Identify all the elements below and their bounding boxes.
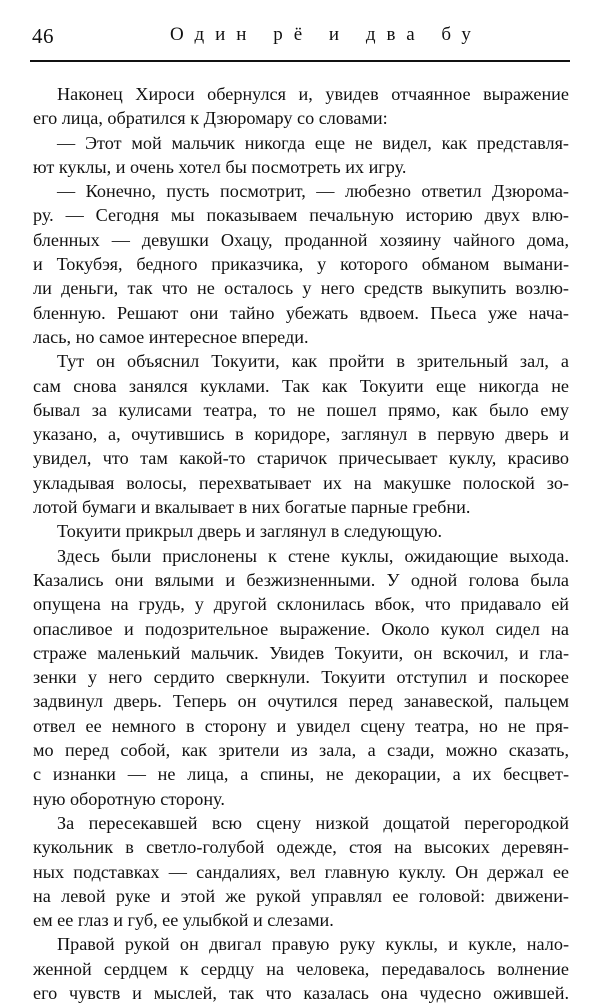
paragraph [33, 179, 569, 349]
text-line: лотой бумаги и вкалывает в них богатые парные гребни. [33, 497, 471, 518]
text-line: ли деньги, так что не осталось у него средств выкупить возлю- [33, 278, 569, 299]
text-line: опасливое и подозрительное выражение. Около кукол сидел на [33, 618, 569, 639]
text-line: с изнанки — не лица, а спины, не декорации, а их бесцвет- [33, 764, 569, 785]
paragraph [33, 82, 569, 131]
text-line: — Конечно, пусть посмотрит, — любезно ответил Дзюрома- [57, 181, 569, 202]
text-line: Наконец Хироси обернулся и, увидев отчаянное выражение [57, 84, 569, 104]
text-line: указано, а, очутившись в коридоре, заглянул в первую дверь и [33, 424, 569, 445]
paragraph [33, 519, 569, 543]
header-rule [30, 60, 570, 62]
text-line: его чувств и мыслей, так что казалась она чудесно ожившей. [33, 982, 569, 1003]
text-line: лась, но самое интересное впереди. [33, 326, 309, 347]
text-line: Здесь были прислонены к стене куклы, ожидающие выхода. [57, 545, 569, 566]
text-line: укладывая волосы, перехватывает их на макушке полоской зо- [33, 472, 569, 493]
text-line: страже маленький мальчик. Увидев Токуити, он вскочил, и гла- [33, 642, 569, 663]
text-line: ру. — Сегодня мы показываем печальную историю двух влю- [33, 205, 569, 226]
text-line: ную оборотную сторону. [33, 788, 225, 809]
paragraph [33, 131, 569, 180]
running-title: Один рё и два бу [170, 24, 482, 45]
text-line: зенки у него сердито сверкнули. Токуити отступил и поскорее [33, 667, 569, 688]
page-number: 46 [32, 24, 54, 48]
text-line: опущена на грудь, у другой склонилась вбок, что придавало ей [33, 594, 569, 615]
paragraph [33, 932, 569, 1005]
text-line: Правой рукой он двигал правую руку куклы, и кукле, нало- [57, 934, 569, 955]
page-header [30, 20, 570, 56]
text-line: мо перед собой, как зрители из зала, а сзади, можно сказать, [33, 740, 569, 761]
text-line: бленную. Решают они тайно убежать вдвоем. Пьеса уже нача- [33, 302, 569, 323]
text-line: задвинул дверь. Теперь он очутился перед занавеской, пальцем [33, 691, 569, 712]
text-line: ют куклы, и очень хотел бы посмотреть их игру. [33, 156, 407, 177]
text-line: отвел ее немного в сторону и увидел сцену театра, но не пря- [33, 715, 569, 736]
paragraph [33, 811, 569, 932]
paragraph [33, 544, 569, 811]
text-line: и Токубэя, бедного приказчика, у которого обманом вымани- [33, 254, 569, 275]
text-line: За пересекавшей всю сцену низкой дощатой перегородкой [57, 812, 569, 833]
text-line: его лица, обратился к Дзюромару со словами: [33, 108, 388, 129]
text-line: Токуити прикрыл дверь и заглянул в следующую. [57, 521, 442, 542]
text-line: сам снова занялся куклами. Так как Токуити еще никогда не [33, 375, 569, 396]
text-line: увидел, что там какой-то старичок причесывает куклу, красиво [33, 448, 569, 469]
text-line: на левой руке и этой же рукой управлял ее головой: движени- [33, 885, 569, 906]
text-line: ем ее глаз и губ, ее улыбкой и слезами. [33, 910, 334, 931]
text-line: Казались они вялыми и безжизненными. У одной голова была [33, 569, 569, 590]
text-line: ных подставках — сандалиях, вел главную куклу. Он держал ее [33, 861, 569, 882]
text-line: бывал за кулисами театра, то не пошел прямо, как было ему [33, 399, 569, 420]
text-line: бленных — девушки Охацу, проданной хозяину чайного дома, [33, 229, 569, 250]
text-line: кукольник в светло-голубой одежде, стоя на высоких деревян- [33, 837, 569, 858]
text-line: женной сердцем к сердцу на человека, передавалось волнение [33, 958, 569, 979]
paragraph [33, 349, 569, 519]
text-line: — Этот мой мальчик никогда еще не видел, как представля- [57, 132, 569, 153]
body-text [33, 82, 569, 1005]
text-line: Тут он объяснил Токуити, как пройти в зрительный зал, а [57, 351, 569, 372]
